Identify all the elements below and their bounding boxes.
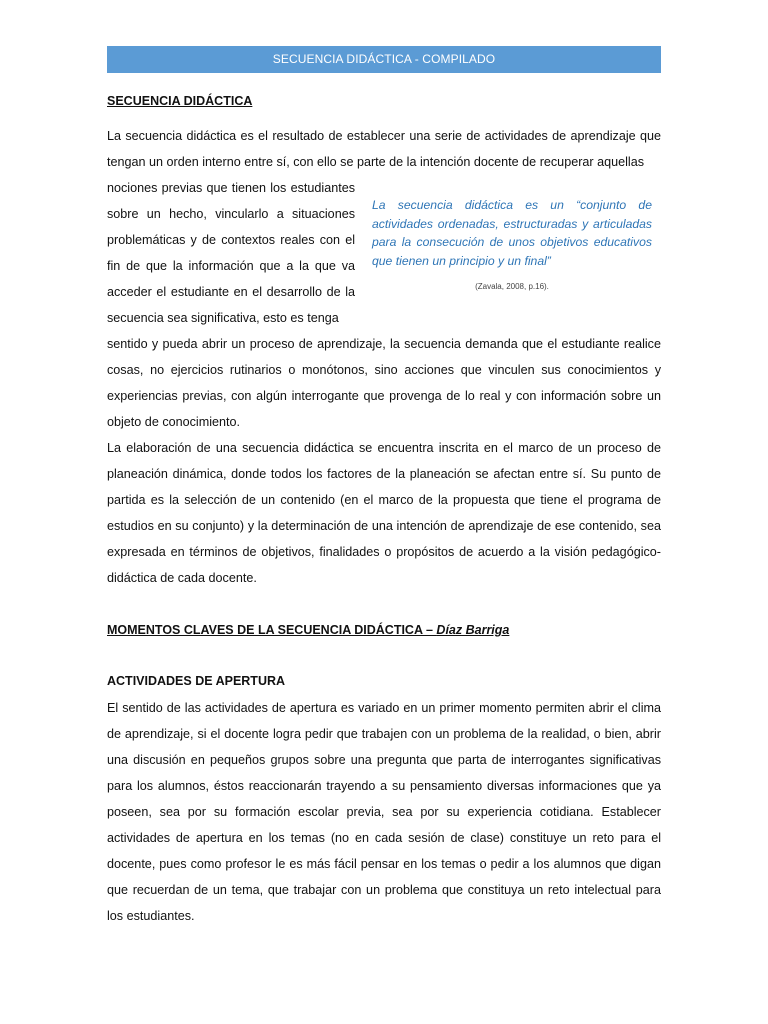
momentos-heading-text: MOMENTOS CLAVES DE LA SECUENCIA DIDÁCTICA – — [107, 623, 437, 637]
wrapped-text-beside-quote: nociones previas que tienen los estudiantes sobre un hecho, vincularlo a situaciones problemáticas y de contextos reales con el fin de que la información que a la que va acceder el estudiante en el desarrollo de la secuencia sea significativa, esto es tenga — [107, 181, 355, 325]
quote-citation: (Zavala, 2008, p.16). — [475, 282, 549, 291]
momentos-heading-author: Díaz Barriga — [436, 623, 510, 637]
document-page — [107, 46, 661, 923]
pull-quote-box — [372, 196, 652, 291]
banner-title: SECUENCIA DIDÁCTICA - COMPILADO — [272, 52, 496, 66]
body-continuation — [107, 331, 661, 591]
document-header-banner — [107, 46, 661, 73]
section-heading-momentos — [107, 623, 509, 637]
continuation-paragraph: sentido y pueda abrir un proceso de aprendizaje, la secuencia demanda que el estudiante realice cosas, no ejercicios rutinarios o monótonos, sino acciones que vinculen sus conocimientos y experiencias previas, con algún interrogante que provenga de lo real y con información sobre un objeto de conocimiento. — [107, 337, 661, 429]
section-heading-apertura: ACTIVIDADES DE APERTURA — [107, 674, 286, 688]
intro-paragraph: La secuencia didáctica es el resultado de establecer una serie de actividades de aprendizaje que tengan un orden interno entre sí, con ello se parte de la intención docente de recuperar aquellas — [107, 129, 661, 169]
apertura-paragraph: El sentido de las actividades de apertura es variado en un primer momento permiten abrir el clima de aprendizaje, si el docente logra pedir que trabajen con un problema de la realidad, o bien, abrir una discusión en pequeños grupos sobre una pregunta que parta de interrogantes significativas para los alumnos, éstos reaccionarán trayendo a su pensamiento diversas informaciones que ya poseen, sea por su formación escolar previa, sea por su experiencia cotidiana. Establecer actividades de apertura en los temas (no en cada sesión de clase) constituye un reto para el docente, pues como profesor le es más fácil pensar en los temas o pedir a los alumnos que digan que recuerdan de un tema, que trabajar con un problema que constituya un reto intelectual para los estudiantes. — [107, 701, 661, 923]
pull-quote: La secuencia didáctica es un “conjunto de actividades ordenadas, estructuradas y articuladas para la consecución de unos objetivos educativos que tienen un principio y un final” — [372, 198, 652, 268]
section-heading-secuencia: SECUENCIA DIDÁCTICA — [107, 94, 253, 108]
planning-paragraph: La elaboración de una secuencia didáctica se encuentra inscrita en el marco de un proceso de planeación dinámica, donde todos los factores de la planeación se afectan entre sí. Su punto de partida es la selección de un contenido (en el marco de la propuesta que tiene el programa de estudios en su conjunto) y la determinación de una intención de aprendizaje de ese contenido, sea expresada en términos de objetivos, finalidades o propósitos de acuerdo a la visión pedagógico-didáctica de cada docente. — [107, 441, 661, 585]
